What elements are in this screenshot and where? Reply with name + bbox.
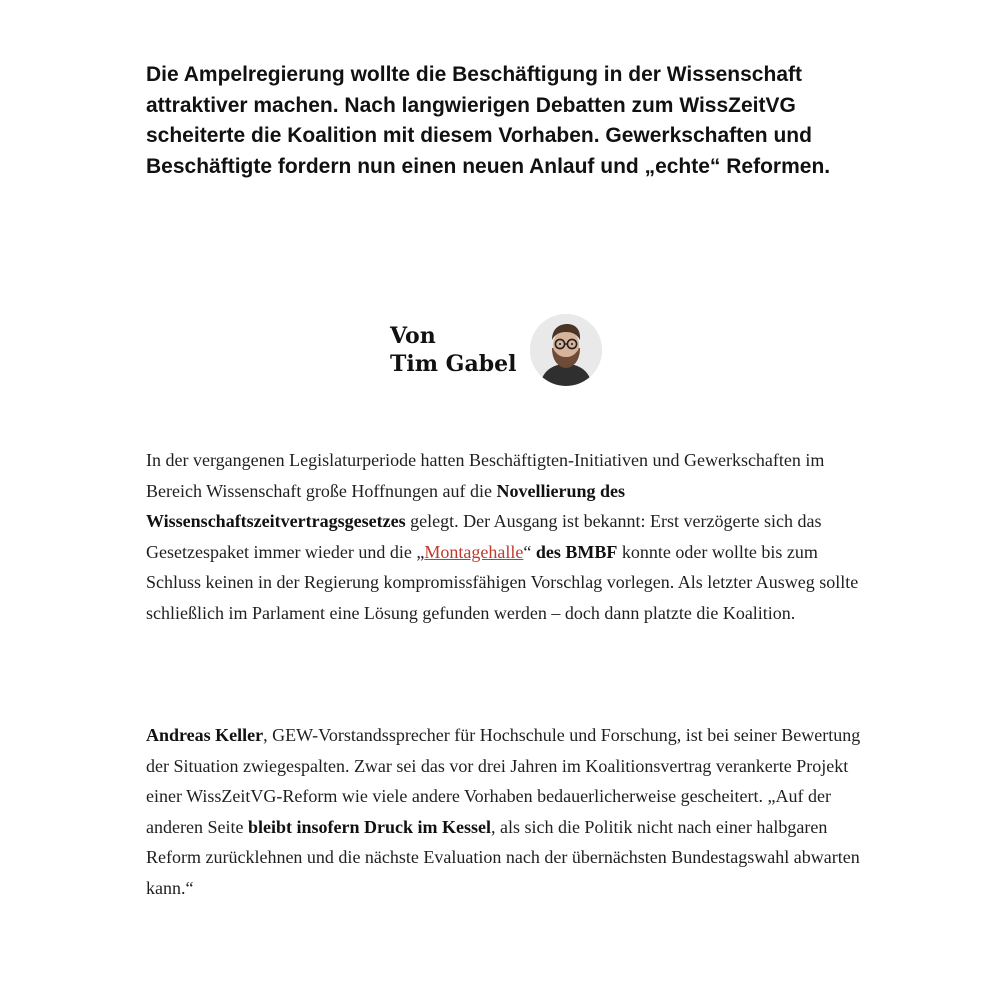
- bold-quote-druck: bleibt insofern Druck im Kessel: [247, 816, 491, 837]
- author-avatar[interactable]: [530, 314, 602, 386]
- bold-name-keller: Andreas Keller: [146, 725, 264, 745]
- paragraph-keller: [146, 720, 866, 903]
- author-portrait-icon: [530, 314, 602, 386]
- byline: [390, 314, 602, 386]
- bold-term-bmbf: des BMBF: [535, 541, 618, 562]
- montagehalle-link[interactable]: Montagehalle: [424, 541, 524, 562]
- text-segment: In der vergangenen Legislaturperiode hatten Beschäftigten-Initiativen und Gewerkschaften im Bereich Wissenschaft große Hoffnungen auf die: [146, 450, 825, 501]
- text-segment: , als sich die Politik nicht nach einer halbgaren Reform zurücklehnen und die nächste Evaluation nach der übernächsten Bundestagswahl abwarten kann.“: [146, 816, 860, 898]
- text-segment: , GEW-Vorstandssprecher für Hochschule und Forschung, ist bei seiner Bewertung der Situation zwiegespalten. Zwar sei das vor drei Jahren im Koalitionsvertrag verankerte Projekt einer WissZeitVG-Reform wie viele andere Vorhaben bedauerlicherweise gescheitert. „Auf der anderen Seite: [146, 725, 861, 837]
- paragraph-intro: [146, 445, 866, 628]
- byline-prefix: Von: [390, 323, 436, 349]
- text-segment: konnte oder wollte bis zum Schluss keinen in der Regierung kompromissfähigen Vorschlag vorlegen. Als letzter Ausweg sollte schließlich im Parlament eine Lösung gefunden werden – doch dann platzte die Koalition.: [146, 541, 859, 623]
- byline-text: [390, 322, 516, 378]
- text-segment: gelegt. Der Ausgang ist bekannt: Erst verzögerte sich das Gesetzespaket immer wieder und die „: [146, 511, 822, 562]
- article-lede: Die Ampelregierung wollte die Beschäftigung in der Wissenschaft attraktiver machen. Nach langwierigen Debatten zum WissZeitVG scheiterte die Koalition mit diesem Vorhaben. Gewerkschaften und Beschäftigte fordern nun einen neuen Anlauf und „echte“ Reformen.: [146, 63, 831, 178]
- bold-term-novellierung: Novellierung des Wissenschaftszeitvertragsgesetzes: [146, 480, 625, 531]
- author-name[interactable]: Tim Gabel: [390, 351, 517, 377]
- text-segment: “: [523, 541, 536, 562]
